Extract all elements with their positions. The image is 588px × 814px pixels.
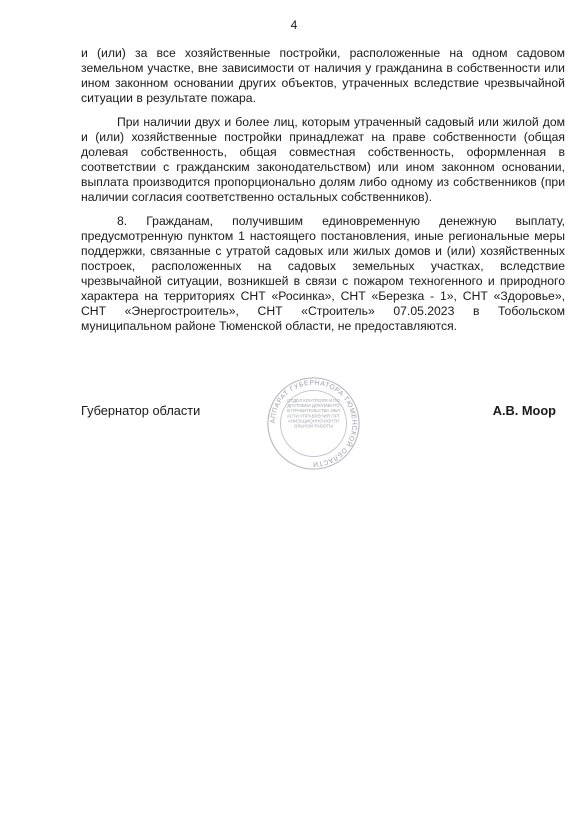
page-number: 4 [290,18,298,32]
paragraph-continuation: и (или) за все хозяйственные постройки, расположенные на одном садовом земельном участке, вне зависимости от наличия у гражданина в собственности или ином законном основании других объектов, утраченных вследствие чрезвычайной ситуации в результате пожара. [81,46,565,105]
paragraph-shared-ownership: При наличии двух и более лиц, которым утраченный садовый или жилой дом и (или) хозяйственные постройки принадлежат на праве собственности (общая долевая собственность, общая совместная собственность, оформленная в соответствии с гражданским законодательством) или ином законном основании, выплата производится пропорционально долям либо одному из собственников (при наличии согласия соответственно остальных собственников). [81,115,565,204]
official-stamp [265,375,362,472]
document-body [81,46,565,343]
signatory-position: Губернатор области [81,403,201,418]
signatory-name: А.В. Моор [492,403,556,418]
stamp-outer-text: АППАРАТ ГУБЕРНАТОРА ТЮМЕНСКОЙ ОБЛАСТИ [269,379,358,468]
stamp-inner-text: ОТДЕЛ КОНТРОЛЯ И ПОДГОТОВКИ ДОКУМЕНТОВ ПРАВИТЕЛЬСТВА ОБЛАСТИ УПРАВЛЕНИЯ ОРГАНИЗАЦИОННО-КОНТРОЛЬНОЙ РАБОТЫ [286,398,341,429]
paragraph-item-8: 8. Гражданам, получившим единовременную денежную выплату, предусмотренную пунктом 1 настоящего постановления, иные региональные меры поддержки, связанные с утратой садовых или жилых домов и (или) хозяйственных построек, расположенных на садовых земельных участках, вследствие чрезвычайной ситуации, возникшей в связи с пожаром техногенного и природного характера на территориях СНТ «Росинка», СНТ «Березка - 1», СНТ «Здоровье», СНТ «Энергостроитель», СНТ «Строитель» 07.05.2023 в Тобольском муниципальном районе Тюменской области, не предоставляются. [81,214,565,333]
